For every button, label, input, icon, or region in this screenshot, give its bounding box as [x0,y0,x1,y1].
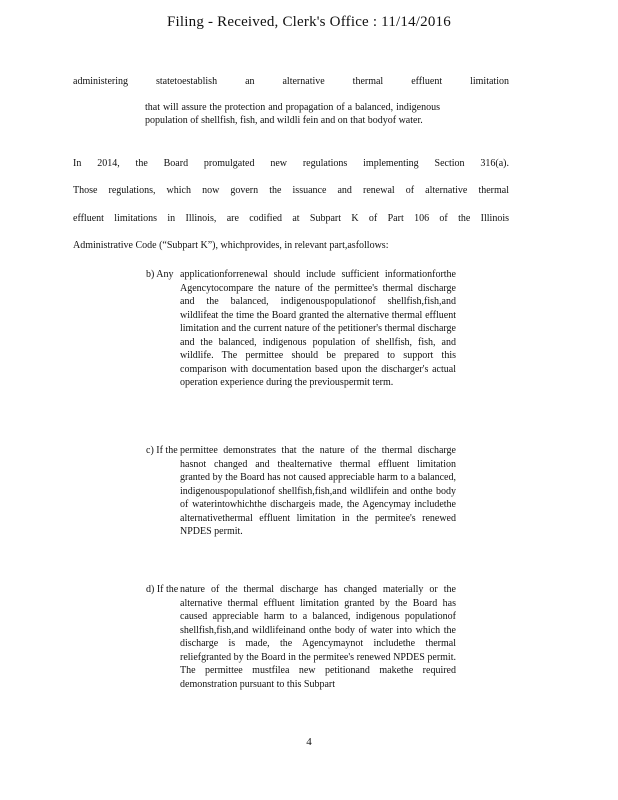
subsection-d [146,583,456,690]
subsection-label: b) Any [146,269,174,280]
body-text-line: Those regulations, which now govern the issuance and renewal of alternative thermal [73,185,509,196]
subsection-b [146,268,456,388]
subsection-text: nature of the thermal discharge has changed materially or the alternative thermal effluent limitation granted by the Board has caused appreciable harm to a balanced, indigenous populationof shellfish,fish,and wildlifeinand onthe body of water into which the discharge is made, the Agencymaynot includethe thermal reliefgranted by the Board in the permitee's renewed NPDES permit. The permittee mustfilea new petitionand makethe required demonstration pursuant to this Subpart [180,584,456,690]
body-text-line: administering statetoestablish an alternative thermal effluent limitation [73,76,509,87]
subsection-text: permittee demonstrates that the nature of the thermal discharge hasnot changed and thealternative thermal effluent limitation granted by the Board has not caused appreciable harm to a balanced, indigenouspopulationof shellfish,fish,and wildlifein and onthe body of waterintowhichthe dischargeis made, the Agencymay includethe alternativethermal effluent limitation in the permitee's renewed NPDES permit. [180,445,456,537]
page-number: 4 [306,736,312,748]
block-quote: that will assure the protection and propagation of a balanced, indigenous population of shellfish, fish, and wildli fein and on that bodyof water. [145,102,440,126]
subsection-label: c) If the [146,445,178,456]
body-text-line: In 2014, the Board promulgated new regulations implementing Section 316(a). [73,158,509,169]
body-text-line: effluent limitations in Illinois, are codified at Subpart K of Part 106 of the Illinois [73,213,509,224]
subsection-c [146,444,456,537]
subsection-label: d) If the [146,584,179,595]
body-text-line: Administrative Code (“Subpart K”), whichprovides, in relevant part,asfollows: [73,240,389,251]
filing-stamp-header: Filing - Received, Clerk's Office : 11/14/2016 [167,14,451,30]
subsection-text: applicationforrenewal should include sufficient informationforthe Agencytocompare the nature of the permittee's thermal discharge and the balanced, indigenouspopulationof shellfish,fish,and wildlifeat the time the Board granted the alternative thermal effluent limitation and the current nature of the petitioner's thermal discharge and the balanced, indigenous population of shellfish, fish, and wildlife. The permittee should be prepared to support this comparison with documentation based upon the discharger's actual operation experience during the previouspermit term. [180,269,456,388]
